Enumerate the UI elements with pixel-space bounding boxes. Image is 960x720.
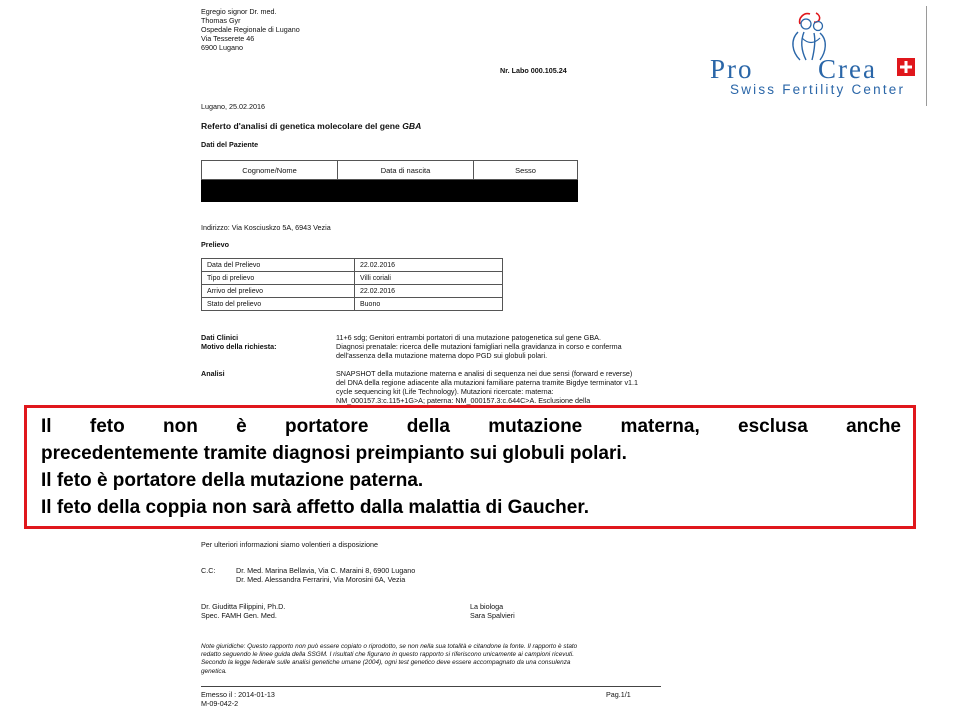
- swiss-cross-icon: [897, 58, 915, 76]
- sample-label: Tipo di prelievo: [202, 272, 355, 285]
- clinical-text: [336, 333, 622, 360]
- lab-number: Nr. Labo 000.105.24: [500, 66, 567, 75]
- conclusion-highlight-box: [24, 405, 916, 529]
- analysis-line: cycle sequencing kit (Life Technology). Mutazioni ricercate: materna:: [336, 387, 554, 396]
- conclusion-line: Il feto non è portatore della mutazione materna, esclusa anche: [41, 416, 901, 437]
- recipient-line: Thomas Gyr: [201, 16, 241, 25]
- patient-table: [201, 160, 578, 180]
- signer-title: Spec. FAMH Gen. Med.: [201, 611, 277, 620]
- recipient-line: Ospedale Regionale di Lugano: [201, 25, 300, 34]
- analysis-line: del DNA della regione adiacente alla mutazioni familiare paterna tramite Bigdye terminator v1.1: [336, 378, 639, 387]
- sample-label: Data del Prelievo: [202, 259, 355, 272]
- recipient-line: Via Tesserete 46: [201, 34, 255, 43]
- cc-line: Dr. Med. Alessandra Ferrarini, Via Morosini 6A, Vezia: [236, 575, 406, 584]
- conclusion-line: precedentemente tramite diagnosi preimpianto sui globuli polari.: [41, 443, 627, 464]
- sample-value: Villi coriali: [355, 272, 503, 285]
- analysis-text: [336, 369, 638, 405]
- conclusion-line: Il feto è portatore della mutazione paterna.: [41, 470, 424, 491]
- table-row: [202, 259, 503, 272]
- recipient-line: Egregio signor Dr. med.: [201, 7, 277, 16]
- document-code: M-09-042-2: [201, 699, 239, 708]
- logo-divider: [926, 6, 927, 106]
- cc-label: C.C:: [201, 566, 216, 575]
- signer-role: La biologa: [470, 602, 504, 611]
- table-row: [202, 298, 503, 311]
- table-row: [202, 285, 503, 298]
- signer-name: Sara Spalvieri: [470, 611, 515, 620]
- procrea-logo: [708, 10, 923, 102]
- date-line: Lugano, 25.02.2016: [201, 102, 265, 111]
- sample-label: Arrivo del prelievo: [202, 285, 355, 298]
- sample-value: Buono: [355, 298, 503, 311]
- footer-divider: [201, 686, 661, 687]
- analysis-label: Analisi: [201, 369, 225, 378]
- patient-heading: Dati del Paziente: [201, 140, 259, 149]
- recipient-line: 6900 Lugano: [201, 43, 243, 52]
- clinical-text-line: Diagnosi prenatale: ricerca delle mutazioni famigliari nella gravidanza in corso e conferma: [336, 342, 622, 351]
- patient-address: Indirizzo: Via Kosciuskzo 5A, 6943 Vezia: [201, 223, 331, 232]
- clinical-text-line: dell'assenza della mutazione materna dopo PGD sui globuli polari.: [336, 351, 548, 360]
- redaction-bar: [201, 180, 578, 202]
- legal-note: [201, 643, 577, 676]
- logo-word-pro: Pro: [710, 54, 754, 84]
- request-reason-label: Motivo della richiesta:: [201, 342, 277, 351]
- analysis-line: NM_000157.3:c.115+1G>A; paterna: NM_000157.3:c.644C>A. Esclusione della: [336, 396, 591, 405]
- cc-recipients: [236, 566, 415, 584]
- report-title: [201, 121, 421, 131]
- logo-word-crea: Crea: [818, 54, 877, 84]
- sample-value: 22.02.2016: [355, 259, 503, 272]
- footer-left: [201, 690, 275, 708]
- cc-line: Dr. Med. Marina Bellavia, Via C. Maraini 8, 6900 Lugano: [236, 566, 416, 575]
- legal-note-line: Note giuridiche: Questo rapporto non può essere copiato o riprodotto, se non nella sua totalità e citandone la fonte. Il rapporto è stato: [201, 643, 578, 650]
- further-info: Per ulteriori informazioni siamo volentieri a disposizione: [201, 540, 378, 549]
- sample-heading: Prelievo: [201, 240, 229, 249]
- clinical-labels: [201, 333, 277, 351]
- sample-label: Stato del prelievo: [202, 298, 355, 311]
- patient-col-birthdate: Data di nascita: [338, 161, 474, 180]
- signer-name: Dr. Giuditta Filippini, Ph.D.: [201, 602, 286, 611]
- report-title-gene: GBA: [402, 121, 422, 131]
- sample-table: [201, 258, 503, 311]
- clinical-label: Dati Clinici: [201, 333, 239, 342]
- conclusion-line: Il feto della coppia non sarà affetto dalla malattia di Gaucher.: [41, 497, 589, 518]
- legal-note-line: genetica.: [201, 667, 227, 675]
- analysis-line: SNAPSHOT della mutazione materna e analisi di sequenza nei due sensi (forward e reverse): [336, 369, 633, 378]
- signature-left: [201, 602, 285, 620]
- patient-col-sex: Sesso: [474, 161, 578, 180]
- clinical-text-line: 11+6 sdg; Genitori entrambi portatori di una mutazione patogenetica sul gene GBA.: [336, 333, 601, 342]
- sample-value: 22.02.2016: [355, 285, 503, 298]
- legal-note-line: Secondo la legge federale sulle analisi genetiche umane (2004), ogni test genetico deve essere accompagnato da una consulenza: [201, 659, 571, 667]
- report-title-main: Referto d'analisi di genetica molecolare del gene: [201, 121, 403, 131]
- recipient-block: [201, 7, 300, 52]
- table-row: [202, 272, 503, 285]
- logo-subtitle: Swiss Fertility Center: [730, 82, 906, 97]
- page-number: Pag.1/1: [606, 690, 631, 699]
- patient-col-name: Cognome/Nome: [202, 161, 338, 180]
- issued-date: Emesso il : 2014-01-13: [201, 690, 275, 699]
- signature-right: [470, 602, 515, 620]
- legal-note-line: redatto seguendo le linee guida della SSGM. I risultati che figurano in questo rapporto si riferiscono unicamente ai campioni ricevuti.: [201, 651, 574, 659]
